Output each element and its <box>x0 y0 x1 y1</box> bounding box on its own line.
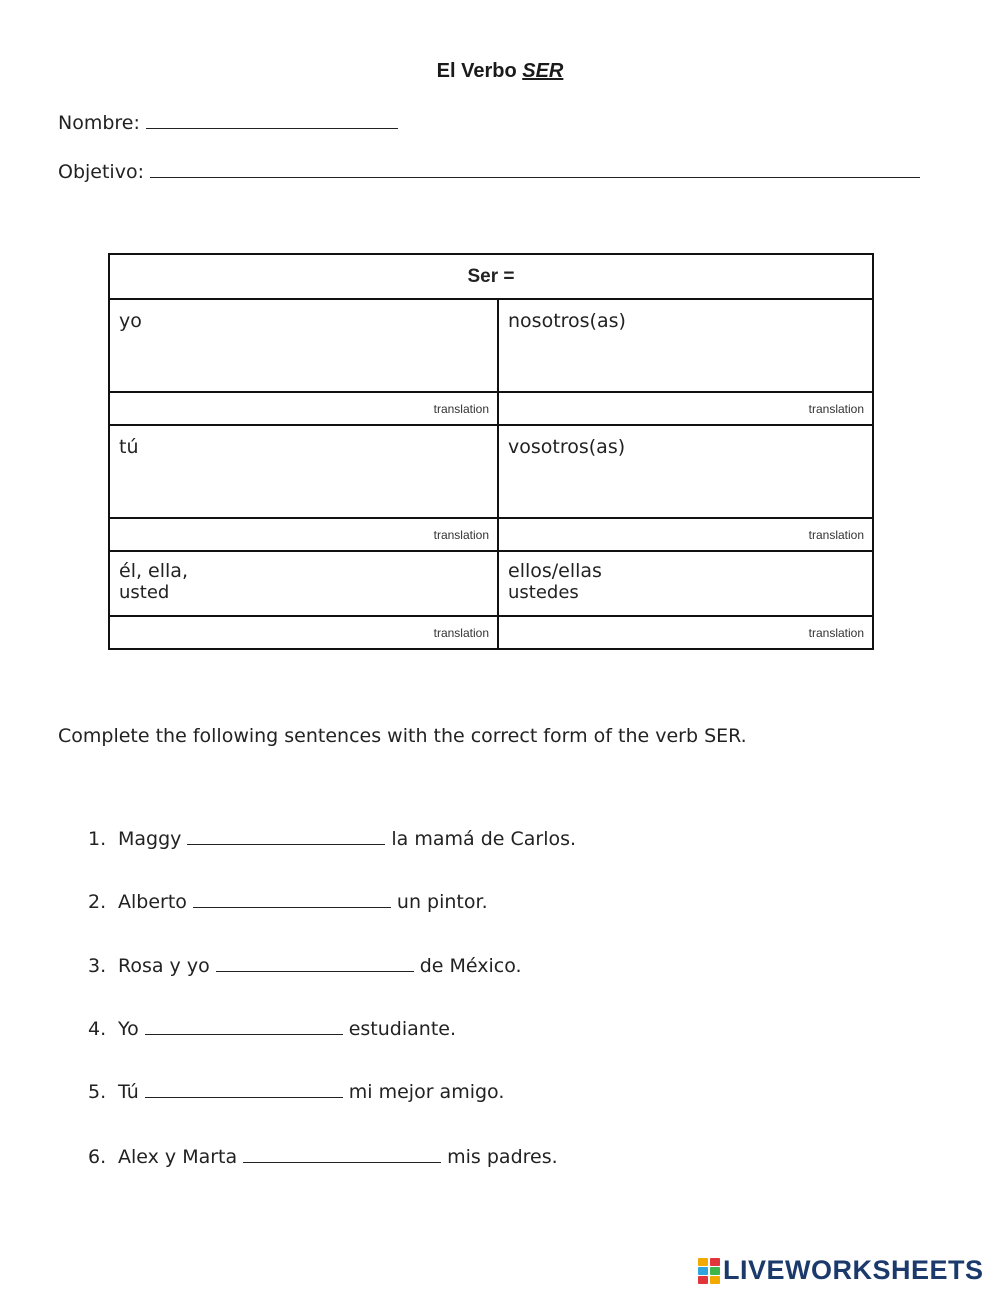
sentence-after: mi mejor amigo. <box>348 1081 505 1103</box>
pronoun-ustedes: ustedes <box>508 582 579 603</box>
pronoun-usted: usted <box>119 582 170 603</box>
sentence-number: 3. <box>88 955 107 977</box>
pronoun-yo: yo <box>119 310 142 332</box>
pronoun-nosotros: nosotros(as) <box>508 310 626 332</box>
sentence-4 <box>88 1018 456 1040</box>
sentence-before: Rosa y yo <box>118 955 210 977</box>
pronoun-ellos-ellas: ellos/ellas <box>508 560 602 582</box>
objetivo-field <box>58 159 920 183</box>
sentence-after: la mamá de Carlos. <box>391 828 577 850</box>
sentence-6 <box>88 1146 558 1168</box>
translation-vosotros[interactable]: translation <box>498 518 873 551</box>
logo-text: LIVEWORKSHEETS <box>723 1255 984 1285</box>
title-verb: SER <box>522 60 564 82</box>
page-title <box>0 60 1000 83</box>
sentence-number: 2. <box>88 891 107 913</box>
translation-nosotros[interactable]: translation <box>498 392 873 425</box>
instructions: Complete the following sentences with the correct form of the verb SER. <box>58 725 747 747</box>
nombre-label: Nombre: <box>58 112 140 134</box>
cell-nosotros[interactable] <box>498 299 873 392</box>
pronoun-tu: tú <box>119 436 139 458</box>
sentence-after: un pintor. <box>396 891 488 913</box>
sentence-before: Tú <box>118 1081 139 1103</box>
sentence-after: de México. <box>419 955 522 977</box>
pronoun-vosotros: vosotros(as) <box>508 436 626 458</box>
cell-tu[interactable] <box>109 425 498 518</box>
answer-blank-2[interactable] <box>193 891 391 908</box>
table-header: Ser = <box>109 254 873 299</box>
sentence-before: Yo <box>118 1018 139 1040</box>
translation-el-ella-usted[interactable]: translation <box>109 616 498 649</box>
sentence-before: Alex y Marta <box>118 1146 238 1168</box>
sentence-after: estudiante. <box>348 1018 457 1040</box>
sentence-1 <box>88 828 576 850</box>
nombre-field <box>58 110 398 134</box>
sentence-number: 4. <box>88 1018 107 1040</box>
translation-ellos-ellas-ustedes[interactable]: translation <box>498 616 873 649</box>
sentence-2 <box>88 891 488 913</box>
translation-yo[interactable]: translation <box>109 392 498 425</box>
conjugation-table <box>108 253 874 650</box>
answer-blank-6[interactable] <box>243 1146 441 1163</box>
translation-tu[interactable]: translation <box>109 518 498 551</box>
cell-ellos-ellas-ustedes[interactable] <box>498 551 873 616</box>
objetivo-label: Objetivo: <box>58 161 144 183</box>
sentence-before: Maggy <box>118 828 182 850</box>
sentence-number: 6. <box>88 1146 107 1168</box>
cell-el-ella-usted[interactable] <box>109 551 498 616</box>
liveworksheets-logo <box>698 1255 984 1285</box>
sentence-after: mis padres. <box>447 1146 558 1168</box>
logo-blocks-icon <box>698 1258 720 1284</box>
nombre-input-line[interactable] <box>146 110 398 129</box>
sentence-number: 5. <box>88 1081 107 1103</box>
sentence-number: 1. <box>88 828 107 850</box>
objetivo-input-line[interactable] <box>150 159 920 178</box>
title-prefix: El Verbo <box>436 60 523 82</box>
answer-blank-4[interactable] <box>145 1018 343 1035</box>
cell-vosotros[interactable] <box>498 425 873 518</box>
answer-blank-5[interactable] <box>145 1081 343 1098</box>
cell-yo[interactable] <box>109 299 498 392</box>
answer-blank-1[interactable] <box>187 828 385 845</box>
sentence-3 <box>88 955 522 977</box>
answer-blank-3[interactable] <box>216 955 414 972</box>
sentence-5 <box>88 1081 504 1103</box>
sentence-before: Alberto <box>118 891 187 913</box>
pronoun-el-ella: él, ella, <box>119 560 188 582</box>
